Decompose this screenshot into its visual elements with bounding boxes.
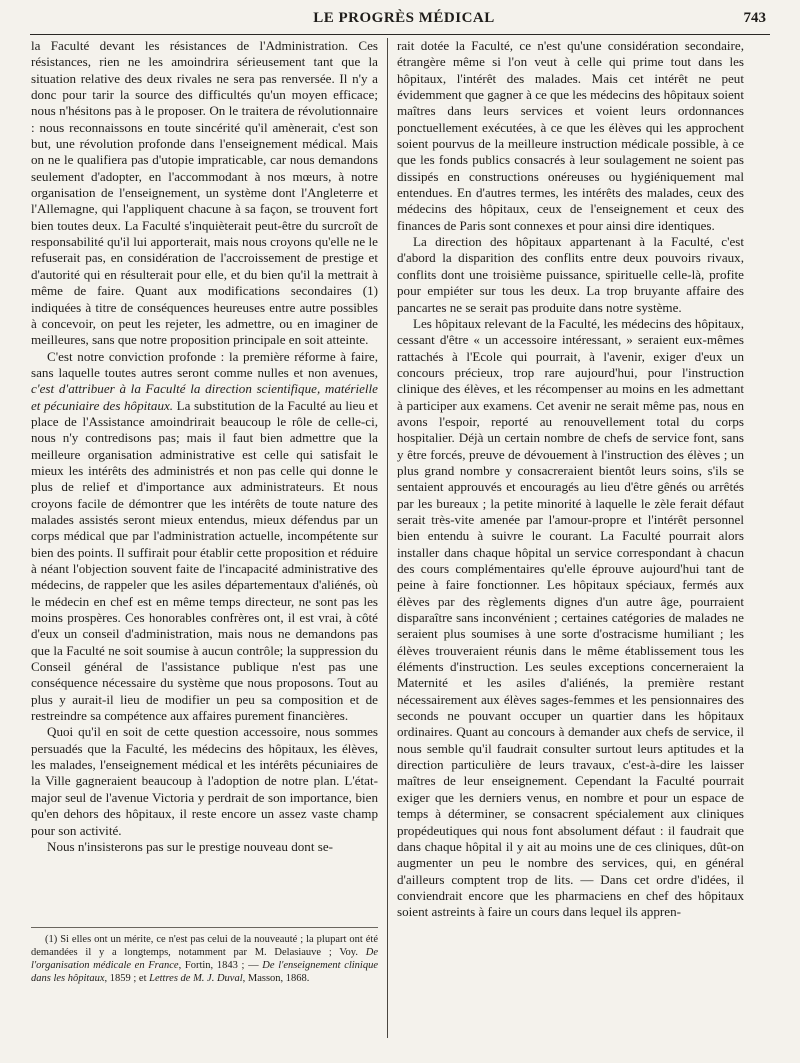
paragraph-text: La substitution de la Faculté au lieu et place de l'Assistance amoindrirait beaucoup le rôle de celle-ci, nous n'y contredisons pas; mais il faut bien admettre que la meilleure organisation administrative est celle qui satisfait le mieux les intérêts des administrés et non pas celle qui donne le plus de relief et d'importance aux administrateurs. Et nous croyons facile de démontrer que les intérêts de toute nature des malades assistés seront mieux entendus, mieux défendus par un corps médical que par l'administration actuelle, incompétente sur bien des points. Il suffirait pour établir cette proposition et réduire à néant l'objection souvent faite de l'incapacité administrative des médecins, de rappeler que les asiles départementaux d'aliénés, où le médecin en chef est en même temps directeur, ne sont pas les moins prospères. Ces honorables confrères ont, il est vrai, à côté d'eux un conseil d'administration, mais nous ne demandons pas que la Faculté ne soit soumise à aucun contrôle; la suppression du Conseil général de l'assistance publique n'est pas une conséquence nécessaire du système que nous proposons. Tout au plus y aurait-il lieu de modifier un peu sa composition et de restreindre sa compétence aux affaires purement financières. [31,397,379,724]
paragraph [31,349,378,725]
footnote-title: Lettres de M. J. Duval [149,973,243,984]
footnote-rule [31,927,378,928]
footnote-title: De l'enseignement clinique dans les hôpitaux [31,960,379,984]
footnote-segment: , 1859 ; et [104,973,150,984]
paragraph-text: C'est notre conviction profonde : la première réforme à faire, sans laquelle toutes autres seront comme nulles et non avenues, [31,348,378,380]
column-divider [387,38,388,1038]
header-rule [30,34,770,35]
paragraph: la Faculté devant les résistances de l'Administration. Ces résistances, rien ne les amoindrira sérieusement tant que la situation relative des deux rivales ne sera pas renversée. Il n'y a donc pour tarir la source des difficultés qu'un moyen efficace; nous n'hésitons pas à le proposer. On le traitera de révolutionnaire : nous reconnaissons en toute sincérité qu'il amènerait, c'est son but, une révolution profonde dans l'enseignement médical. Mais on ne le qualifiera pas d'utopie impraticable, car nous demandons seulement d'adopter, en l'accommodant à nos mœurs, à notre organisation de l'enseignement, un système dont l'Angleterre et l'Allemagne, qui l'appliquent chacune à sa façon, se trouvent fort bien toutes deux. La Faculté s'inquièterait peut-être du surcroît de responsabilité qu'il lui apporterait, mais nous croyons qu'elle ne le refuserait pas, en considération de l'accroissement de prestige et d'autorité qui en résulterait pour elle, et du bien qu'il la mettrait à même de faire. Quant aux modifications secondaires (1) indiquées à titre de conséquences heureuses entre autre possibles à concevoir, on peut les rejeter, les admettre, ou en imaginer de meilleures, sans que notre proposition principale en soit atteinte. [31,38,378,348]
footnote-segment: (1) Si elles ont un mérite, ce n'est pas celui de la nouveauté ; la plupart ont été demandées il y a longtemps, notamment par M. Delasiauve ; Voy. [31,934,378,958]
paragraph: La direction des hôpitaux appartenant à la Faculté, c'est d'abord la disparition des conflits entre deux pouvoirs rivaux, conflits dont une troisième puissance, spirituelle celle-là, profite pour empiéter sur tous les deux. La trop bruyante affaire des pancartes ne se serait pas produite dans notre système. [397,234,744,315]
right-column [397,38,744,921]
paragraph: Nous n'insisterons pas sur le prestige nouveau dont se- [47,838,334,854]
running-title: LE PROGRÈS MÉDICAL [313,10,495,26]
paragraph: Les hôpitaux relevant de la Faculté, les médecins des hôpitaux, cessant d'être « un accessoire intéressant, » seraient eux-mêmes rattachés à l'Ecole qui pourrait, à l'avenir, exiger d'eux un concours précieux, trop rare aujourd'hui, pour l'instruction clinique des élèves, et les récompenser au moins en les admettant à participer aux examens. Cet avenir ne serait même pas, nous en avons l'espoir, reporté au renouvellement total du corps hospitalier. Déjà un certain nombre de chefs de service font, sans y être forcés, preuve de dévouement à l'instruction des élèves ; un plus grand nombre y consacreraient bientôt leurs soins, s'ils se sentaient approuvés et encouragés au lieu d'être gênés ou arrêtés par les bureaux ; la petite minorité à laquelle le zèle ferait défaut serait très-vite amenée par l'amour-propre et l'intérêt personnel bien entendu à suivre le courant. La Faculté pourrait alors installer dans chaque hôpital un service correspondant à chacun des cours complémentaires qu'elle éprouve aujourd'hui tant de peine à faire fonctionner. Les hôpitaux spéciaux, fermés aux élèves par des règlements dignes d'un autre âge, pourraient disparaître sans inconvénient ; certaines catégories de malades ne seraient plus soumises à une sorte d'ostracisme humiliant ; les élèves trouveraient réunis dans le même établissement tous les éléments d'instruction. Les seules exceptions concerneraient la Maternité et les asiles d'aliénés, la première restant nécessairement aux élèves sages-femmes et les pensionnaires des seconds ne pouvant occuper un quartier dans les hôpitaux ordinaires. Quant au concours à demander aux chefs de service, il nous semble qu'il faudrait consulter surtout leurs aptitudes et la direction particulière de leurs travaux, c'est-à-dire les laisser maîtres de leur enseignement. Cependant la Faculté pourrait exiger que les derniers venus, en nombre et pour un espace de temps à déterminer, se consacrent spécialement aux cliniques propédeutiques qui nous font absolument défaut : il faudrait que dans chaque hôpital il y ait au moins une de ces cliniques, dût-on augmenter un peu le nombre des services, qui, en général d'ailleurs comptent trop de lits. — Dans cet ordre d'idées, il conviendrait encore que les pharmaciens en chef des hôpitaux soient astreints à faire un cours dans lequel ils appren- [397,315,744,920]
paragraph: rait dotée la Faculté, ce n'est qu'une considération secondaire, étrangère même si l'on veut à celle qui prime tout dans les hôpitaux, l'intérêt des malades. Mais cet intérêt ne peut évidemment que gagner à ce que les médecins des hôpitaux soient maîtres dans leurs services et voient leurs ordonnances ponctuellement exécutées, à ce que les élèves qui les approchent soient pourvus de la meilleure instruction médicale possible, à ce que les fonds publics consacrés à leur soulagement ne soient pas dissipés en constructions onéreuses ou hygiéniquement mal entendues. En d'autres termes, les intérêts des malades, ceux des médecins des hôpitaux, ceux de l'enseignement et ceux des finances de Paris sont connexes et pour ainsi dire identiques. [397,38,744,233]
footnote-title: De l'organisation médicale en France [31,947,378,971]
footnote-text [31,933,378,985]
footnote [31,933,378,985]
left-column [31,38,378,855]
italic-emphasis: c'est d'attribuer à la Faculté la direction scientifique, matérielle et pécuniaire des hôpitaux. [31,381,378,413]
footnote-segment: , Masson, 1868. [242,973,310,984]
page-header [30,8,778,32]
page-number: 743 [743,10,766,26]
footnote-segment: , Fortin, 1843 ; — [178,960,263,971]
paragraph: Quoi qu'il en soit de cette question accessoire, nous sommes persuadés que la Faculté, les médecins des hôpitaux, les élèves, les malades, l'enseignement médical et les intérêts pécuniaires de la Ville gagneraient beaucoup à l'adoption de notre plan. L'état-major seul de l'avenue Victoria y perdrait de son importance, bien qu'en dehors des hôpitaux, il reste encore un assez vaste champ pour son activité. [31,724,378,838]
